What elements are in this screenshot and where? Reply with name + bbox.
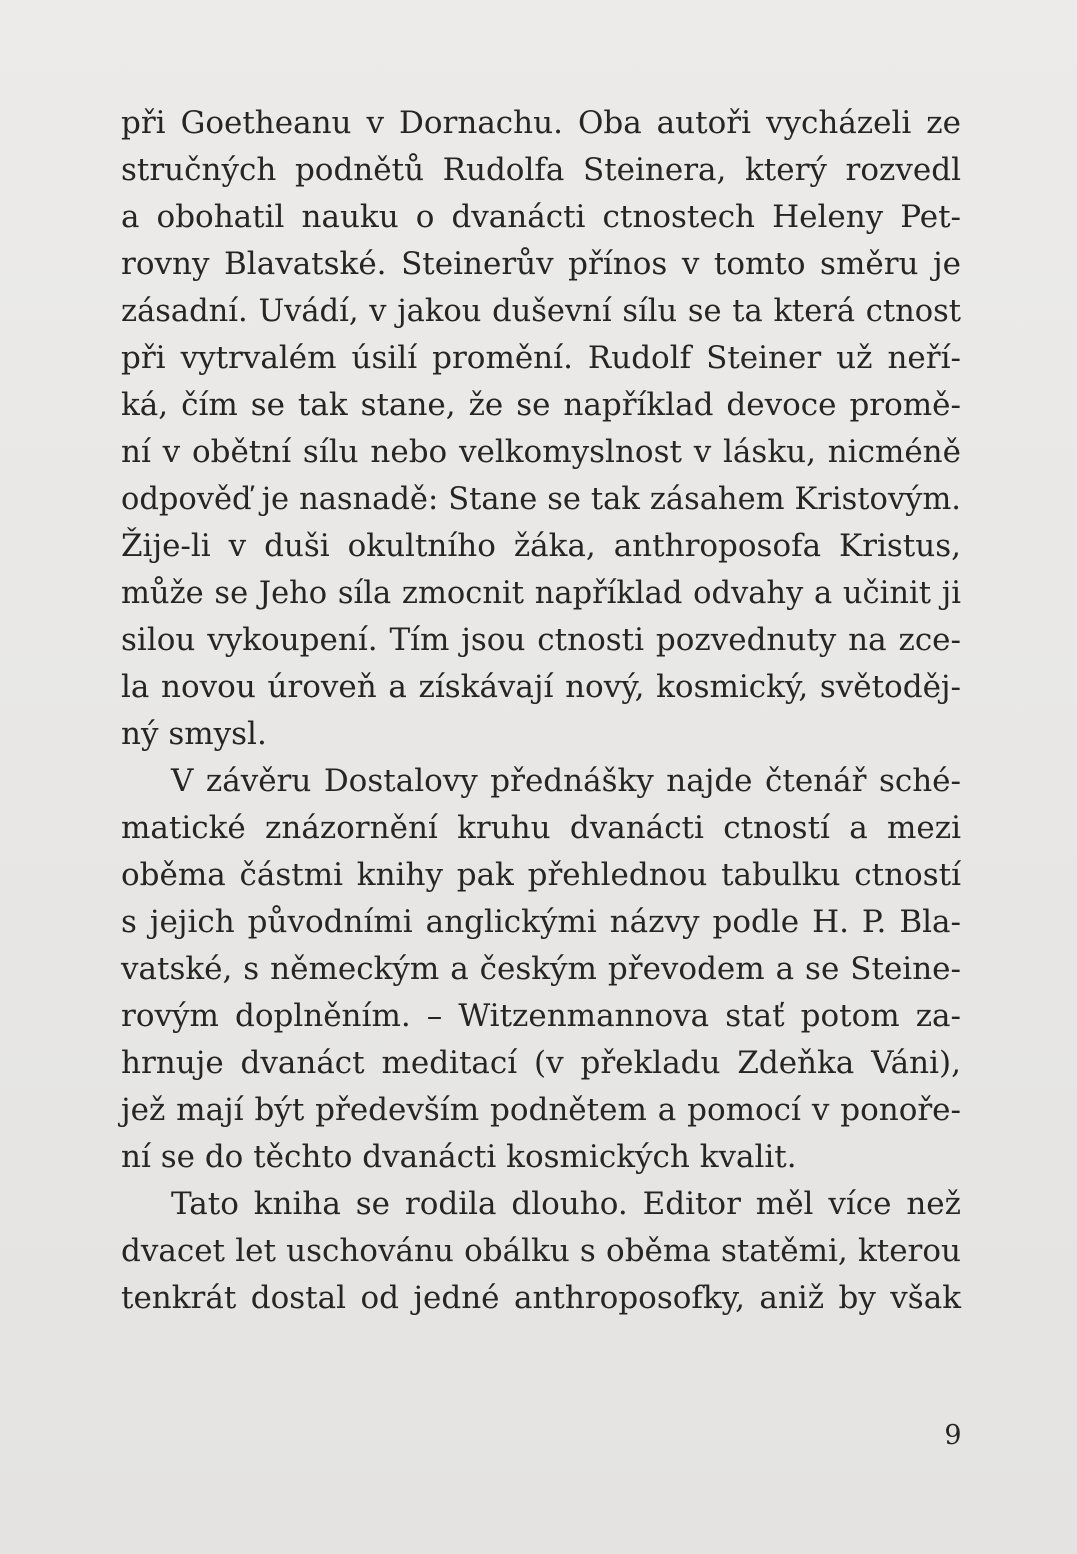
text-line: silou vykoupení. Tím jsou ctnosti pozvednuty na zce-: [121, 622, 961, 658]
text-line: a obohatil nauku o dvanácti ctnostech Heleny Pet-: [121, 199, 961, 235]
text-line: ní v obětní sílu nebo velkomyslnost v lásku, nicméně: [121, 434, 961, 470]
text-line: ní se do těchto dvanácti kosmických kvalit.: [121, 1139, 797, 1175]
text-line: Žije-li v duši okultního žáka, anthroposofa Kristus,: [121, 528, 961, 564]
text-line: rovny Blavatské. Steinerův přínos v tomto směru je: [121, 246, 961, 282]
text-line: zásadní. Uvádí, v jakou duševní sílu se ta která ctnost: [121, 294, 961, 329]
text-line: ný smysl.: [121, 716, 267, 752]
text-line: při Goetheanu v Dornachu. Oba autoři vycházeli ze: [121, 105, 961, 141]
body-text: [121, 100, 961, 1322]
text-line: V závěru Dostalovy přednášky najde čtenář sché-: [171, 763, 961, 799]
text-line: oběma částmi knihy pak přehlednou tabulku ctností: [121, 857, 961, 893]
text-line: jež mají být především podnětem a pomocí v ponoře-: [121, 1092, 961, 1128]
text-line: hrnuje dvanáct meditací (v překladu Zdeňka Váni),: [121, 1045, 961, 1081]
text-line: matické znázornění kruhu dvanácti ctností a mezi: [121, 810, 961, 846]
text-line: dvacet let uschovánu obálku s oběma statěmi, kterou: [121, 1233, 961, 1269]
text-line: odpověď je nasnadě: Stane se tak zásahem Kristovým.: [121, 482, 961, 517]
text-line: s jejich původními anglickými názvy podle H. P. Bla-: [121, 904, 961, 940]
text-line: Tato kniha se rodila dlouho. Editor měl více než: [171, 1186, 961, 1222]
page-number: 9: [944, 1420, 962, 1451]
text-line: vatské, s německým a českým převodem a se Steine-: [121, 951, 961, 987]
text-line: tenkrát dostal od jedné anthroposofky, aniž by však: [121, 1280, 961, 1316]
text-line: při vytrvalém úsilí promění. Rudolf Steiner už neří-: [121, 340, 961, 376]
text-line: rovým doplněním. – Witzenmannova stať potom za-: [121, 998, 961, 1034]
text-line: stručných podnětů Rudolfa Steinera, který rozvedl: [121, 152, 961, 188]
text-line: la novou úroveň a získávají nový, kosmický, světoděj-: [121, 669, 961, 705]
text-line: může se Jeho síla zmocnit například odvahy a učinit ji: [121, 576, 961, 611]
text-line: ká, čím se tak stane, že se například devoce promě-: [121, 387, 961, 423]
